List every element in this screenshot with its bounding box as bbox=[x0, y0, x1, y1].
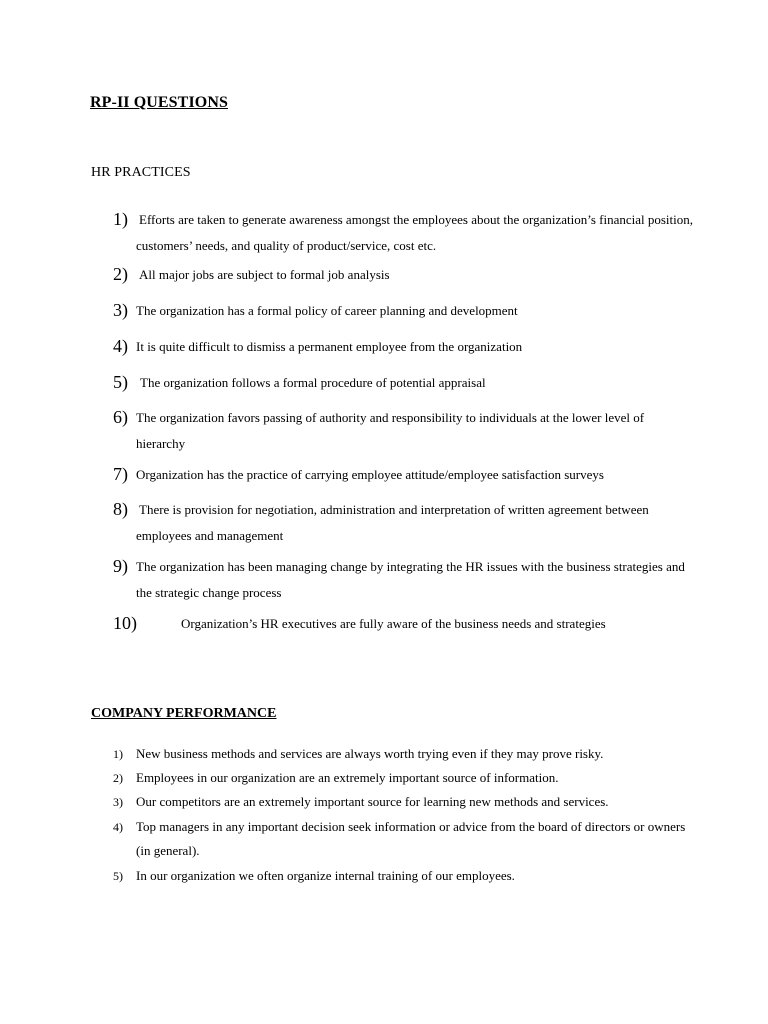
question-number: 10) bbox=[113, 613, 137, 633]
document-title: RP-II QUESTIONS bbox=[90, 94, 228, 111]
question-number: 8) bbox=[113, 499, 128, 519]
question-number: 3) bbox=[113, 795, 123, 809]
question-number: 2) bbox=[113, 771, 123, 785]
question-text: All major jobs are subject to formal job analysis bbox=[139, 267, 390, 282]
question-number: 9) bbox=[113, 556, 128, 576]
question-number: 4) bbox=[113, 820, 123, 834]
question-text: It is quite difficult to dismiss a permanent employee from the organization bbox=[136, 339, 523, 354]
question-number: 1) bbox=[113, 209, 128, 229]
question-text: Efforts are taken to generate awareness amongst the employees about the organization’s financial position, customers’ needs, and quality of product/service, cost etc. bbox=[136, 212, 694, 253]
question-number: 7) bbox=[113, 464, 128, 484]
question-text: Our competitors are an extremely important source for learning new methods and services. bbox=[136, 794, 609, 809]
question-text: Organization’s HR executives are fully aware of the business needs and strategies bbox=[181, 616, 606, 631]
question-text: The organization follows a formal procedure of potential appraisal bbox=[140, 375, 486, 390]
question-number: 4) bbox=[113, 336, 128, 356]
question-text: The organization has a formal policy of career planning and development bbox=[136, 303, 518, 318]
question-text: Employees in our organization are an extremely important source of information. bbox=[136, 770, 559, 785]
question-text: In our organization we often organize internal training of our employees. bbox=[136, 868, 515, 883]
question-text: Top managers in any important decision seek information or advice from the board of directors or owners (in general). bbox=[136, 819, 686, 858]
question-number: 3) bbox=[113, 300, 128, 320]
question-number: 5) bbox=[113, 372, 128, 392]
question-text: New business methods and services are always worth trying even if they may prove risky. bbox=[136, 746, 604, 761]
question-text: There is provision for negotiation, administration and interpretation of written agreement between employees and management bbox=[136, 502, 649, 543]
question-text: The organization has been managing change by integrating the HR issues with the business strategies and the strategic change process bbox=[136, 559, 685, 600]
question-number: 6) bbox=[113, 407, 128, 427]
question-text: Organization has the practice of carrying employee attitude/employee satisfaction surveys bbox=[136, 467, 604, 482]
question-number: 1) bbox=[113, 747, 123, 761]
company-performance-heading: COMPANY PERFORMANCE bbox=[91, 706, 277, 721]
hr-practices-heading: HR PRACTICES bbox=[91, 165, 191, 180]
question-text: The organization favors passing of authority and responsibility to individuals at the lower level of hierarchy bbox=[136, 410, 645, 451]
question-number: 5) bbox=[113, 869, 123, 883]
question-number: 2) bbox=[113, 264, 128, 284]
